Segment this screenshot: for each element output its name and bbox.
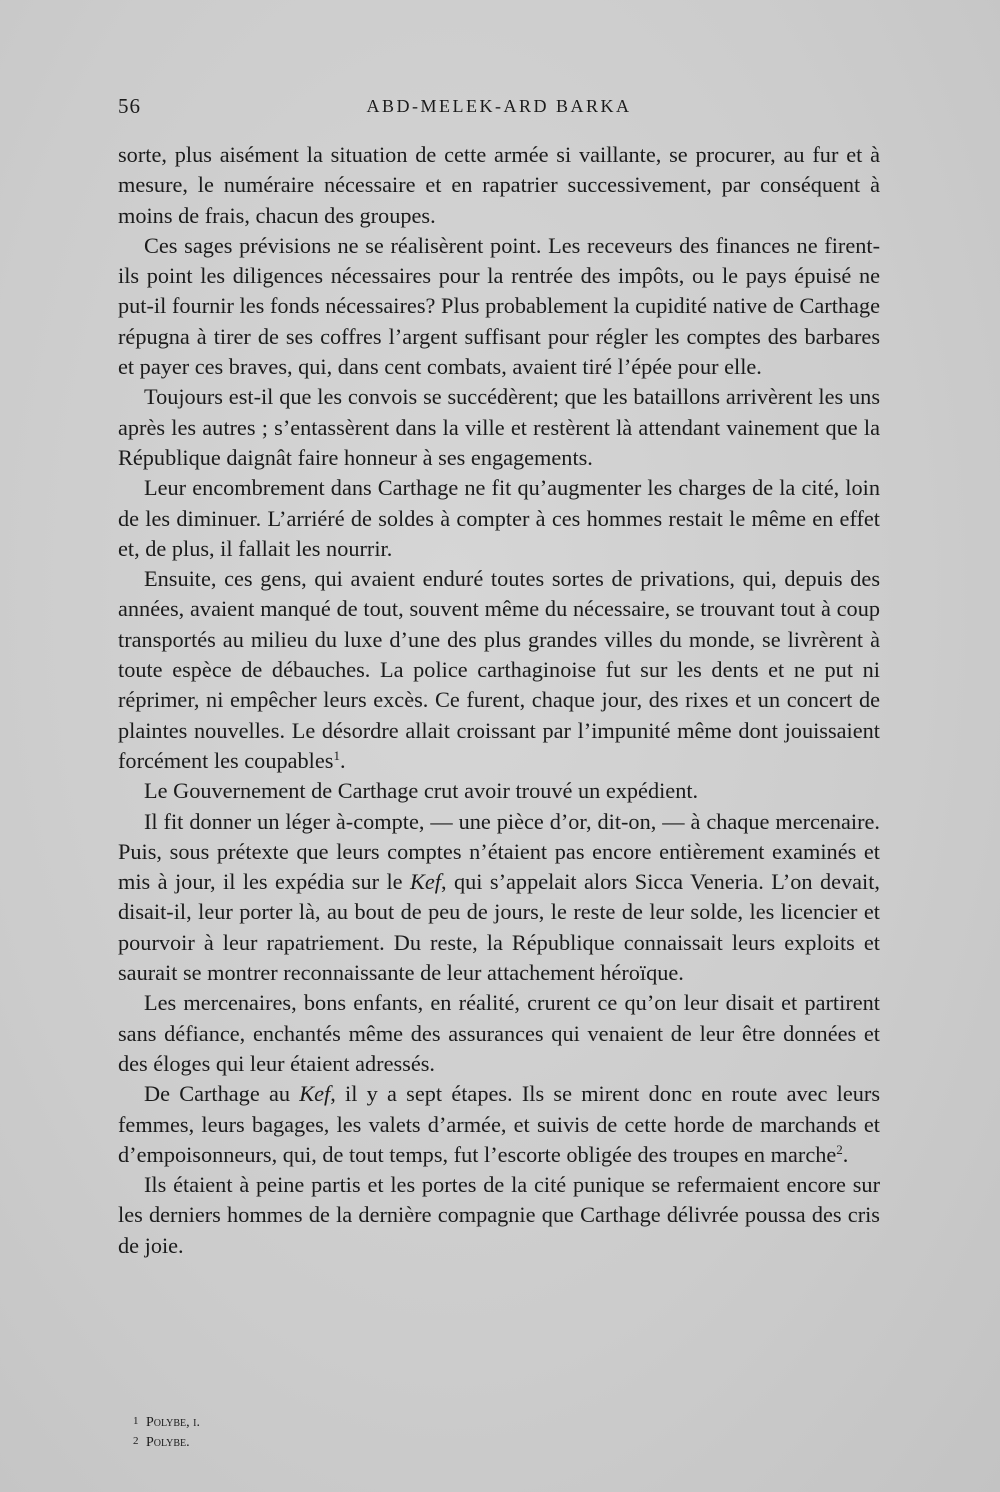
paragraph-8: Les mercenaires, bons enfants, en réalité, crurent ce qu’on leur disait et partirent sans défiance, enchantés même des assurances qui venaient de leur être données et des éloges qui leur étaient adressés. [118, 990, 880, 1076]
paragraph-7-text-a: Il fit donner un léger à-compte, — une pièce d’or, dit-on, — à chaque mercenaire. Puis, sous prétexte que leurs comptes n’étaient pas encore entièrement examinés et mis à jour, il les expédia sur le [118, 808, 880, 895]
footnote-1 [133, 1412, 533, 1432]
paragraph-5-end: . [339, 747, 346, 773]
footnote-1-text: Polybe, i. [146, 1415, 200, 1430]
paragraph-7 [118, 807, 880, 989]
paragraph-9 [118, 1079, 880, 1170]
paragraph-6: Le Gouvernement de Carthage crut avoir trouvé un expédient. [144, 778, 699, 804]
place-name-kef: Kef [410, 869, 441, 895]
footnotes [133, 1412, 533, 1452]
paragraph-9-end: . [842, 1141, 849, 1167]
place-name-kef-2: Kef [299, 1081, 331, 1107]
footnote-ref-2[interactable]: 2 [836, 1141, 843, 1157]
body-text [118, 140, 880, 1261]
paragraph-5-text: Ensuite, ces gens, qui avaient enduré toutes sortes de privations, qui, depuis des années, avaient manqué de tout, souvent même du nécessaire, se trouvant tout à coup transportés au milieu du luxe d’une des plus grandes villes du monde, se livrèrent à toute espèce de débauches. La police carthaginoise fut sur les dents et ne put ni réprimer, ni empêcher leurs excès. Ce furent, chaque jour, des rixes et un concert de plaintes nouvelles. Le désordre allait croissant par l’impunité même dont jouissaient forcément les coupables [118, 566, 880, 773]
paragraph-3: Toujours est-il que les convois se succédèrent; que les bataillons arrivèrent les uns après les autres ; s’entassèrent dans la ville et restèrent là attendant vainement que la République daignât faire honneur à ses engagements. [118, 384, 880, 470]
footnote-2-text: Polybe. [146, 1435, 190, 1450]
paragraph-2: Ces sages prévisions ne se réalisèrent point. Les receveurs des finances ne firent-ils point les diligences nécessaires pour la rentrée des impôts, ou le pays épuisé ne put-il fournir les fonds nécessaires? Plus probablement la cupidité native de Carthage répugna à tirer de ses coffres l’argent suffisant pour régler les comptes des barbares et payer ces braves, qui, dans cent combats, avaient tiré l’épée pour elle. [118, 232, 880, 380]
page-number: 56 [118, 94, 141, 118]
page-header [118, 94, 880, 124]
paragraph-4: Leur encombrement dans Carthage ne fit qu’augmenter les charges de la cité, loin de les diminuer. L’arriéré de soldes à compter à ces hommes restait le même en effet et, de plus, il fallait les nourrir. [118, 475, 880, 561]
paragraph-9-text-b: , il y a sept étapes. Ils se mirent donc en route avec leurs femmes, leurs bagages, les valets d’armée, et suivis de cette horde de marchands et d’empoisonneurs, qui, de tout temps, fut l’escorte obligée des troupes en marche [118, 1081, 880, 1167]
paragraph-9-text-a: De Carthage au [144, 1081, 300, 1107]
running-head: ABD-MELEK-ARD BARKA [366, 96, 632, 116]
footnote-1-mark: 1 [133, 1415, 139, 1427]
footnote-2-mark: 2 [133, 1435, 139, 1447]
paragraph-7-text-b: , qui s’appelait alors Sicca Veneria. L’on devait, disait-il, leur porter là, au bout de peu de jours, le reste de leur solde, les licencier et pourvoir à leur rapatriement. Du reste, la République connaissait leurs exploits et saurait se montrer reconnaissante de leur attachement héroïque. [118, 869, 880, 986]
footnote-ref-1[interactable]: 1 [333, 747, 340, 763]
footnote-2 [133, 1432, 533, 1452]
paragraph-10: Ils étaient à peine partis et les portes de la cité punique se refermaient encore sur les derniers hommes de la dernière compagnie que Carthage délivrée poussa des cris de joie. [118, 1172, 880, 1258]
paragraph-5 [118, 564, 880, 776]
paragraph-1: sorte, plus aisément la situation de cette armée si vaillante, se procurer, au fur et à mesure, le numéraire nécessaire et en rapatrier successivement, par conséquent à moins de frais, chacun des groupes. [118, 142, 880, 228]
